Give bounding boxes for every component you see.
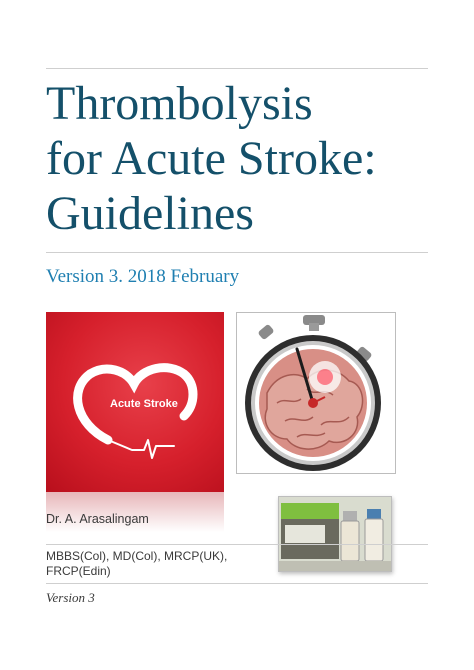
stopwatch-image bbox=[236, 312, 396, 474]
footer-rule bbox=[46, 583, 428, 584]
author-rule bbox=[46, 544, 428, 545]
author-name: Dr. A. Arasalingam bbox=[46, 512, 149, 526]
author-qualifications bbox=[46, 549, 246, 579]
top-rule bbox=[46, 68, 428, 69]
footer-version: Version 3 bbox=[46, 590, 95, 605]
vials-icon bbox=[279, 497, 391, 571]
title-line-3: Guidelines bbox=[46, 187, 254, 240]
qualifications-line-1: MBBS(Col), MD(Col), MRCP(UK), bbox=[46, 549, 228, 563]
logo-label: Acute Stroke bbox=[110, 398, 178, 410]
document-title bbox=[46, 76, 446, 241]
title-line-1: Thrombolysis bbox=[46, 77, 313, 130]
vials-photo bbox=[278, 496, 392, 572]
acute-stroke-logo bbox=[46, 312, 224, 492]
title-line-2: for Acute Stroke: bbox=[46, 132, 377, 185]
qualifications-line-2: FRCP(Edin) bbox=[46, 564, 111, 578]
title-rule bbox=[46, 252, 428, 253]
version-subtitle: Version 3. 2018 February bbox=[46, 266, 240, 287]
stopwatch-icon bbox=[237, 313, 395, 473]
